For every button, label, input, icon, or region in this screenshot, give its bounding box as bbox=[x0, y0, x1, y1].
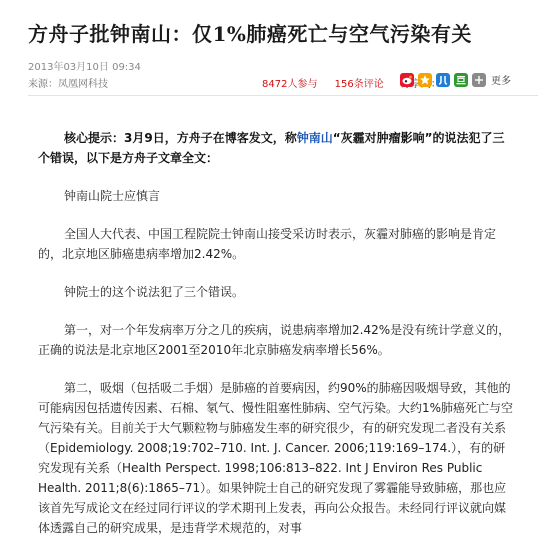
publish-date: 2013年03月10日 09:34 bbox=[28, 62, 141, 73]
intro-paragraph bbox=[38, 128, 516, 168]
paragraph-3: 钟院士的这个说法犯了三个错误。 bbox=[64, 285, 245, 299]
article-title: 方舟子批钟南山：仅1%肺癌死亡与空气污染有关 bbox=[28, 22, 472, 46]
header-divider bbox=[28, 95, 538, 96]
qzone-icon[interactable] bbox=[418, 73, 432, 87]
share-bar bbox=[400, 72, 511, 87]
paragraph-1: 钟南山院士应慎言 bbox=[64, 189, 161, 203]
source-label: 来源： bbox=[28, 79, 58, 90]
source-line bbox=[28, 75, 108, 90]
article-body bbox=[38, 128, 516, 548]
weibo-icon[interactable] bbox=[400, 73, 414, 87]
paragraph-5: 第二，吸烟（包括吸二手烟）是肺癌的首要病因，约90%的肺癌因吸烟导致，其他的可能病因包括遗传因素、石棉、氡气、慢性阻塞性肺病、空气污染。大约1%肺癌死亡与空气污染有关。目前关于大气颗粒物与肺癌发生率的研究很少，有的研究发现二者没有关系（Epidemiology. 2008;19:702–710. Int. J. Cancer. 2006;119:169–174.），有的研究发现有关系（Health Perspect. 1998;106:813–822. Int J Environ Res Public Health. 2011;8(6):1865–71）。如果钟院士自己的研究发现了雾霾能导致肺癌，那也应该首先写成论文在经过同行评议的学术期刊上发表，再向公众报告。未经同行评议就向媒体透露自己的研究成果，是违背学术规范的，对事 bbox=[38, 381, 514, 535]
renren-icon[interactable] bbox=[436, 73, 450, 87]
zhong-nanshan-link[interactable]: 钟南山 bbox=[296, 131, 333, 145]
intro-suffix: “灰霾对肿瘤影响”的说法犯了三个错误，以下是方舟子文章全文： bbox=[38, 131, 505, 165]
more-share-icon[interactable] bbox=[472, 73, 486, 87]
source-link[interactable]: 凤凰网科技 bbox=[58, 79, 108, 90]
paragraph-4: 第一，对一个年发病率万分之几的疾病，说患病率增加2.42%是没有统计学意义的，正确的说法是北京地区2001至2010年北京肺癌发病率增长56%。 bbox=[38, 323, 511, 357]
intro-prefix: 核心提示：3月9日，方舟子在博客发文，称 bbox=[64, 131, 297, 145]
participants-link[interactable]: 8472人参与 bbox=[262, 79, 318, 90]
comments-link[interactable]: 156条评论 bbox=[334, 79, 384, 90]
paragraph-2: 全国人大代表、中国工程院院士钟南山接受采访时表示，灰霾对肺癌的影响是肯定的，北京地区肺癌患病率增加2.42%。 bbox=[38, 227, 497, 261]
share-more-link[interactable]: 更多 bbox=[491, 76, 511, 87]
douban-icon[interactable] bbox=[454, 73, 468, 87]
